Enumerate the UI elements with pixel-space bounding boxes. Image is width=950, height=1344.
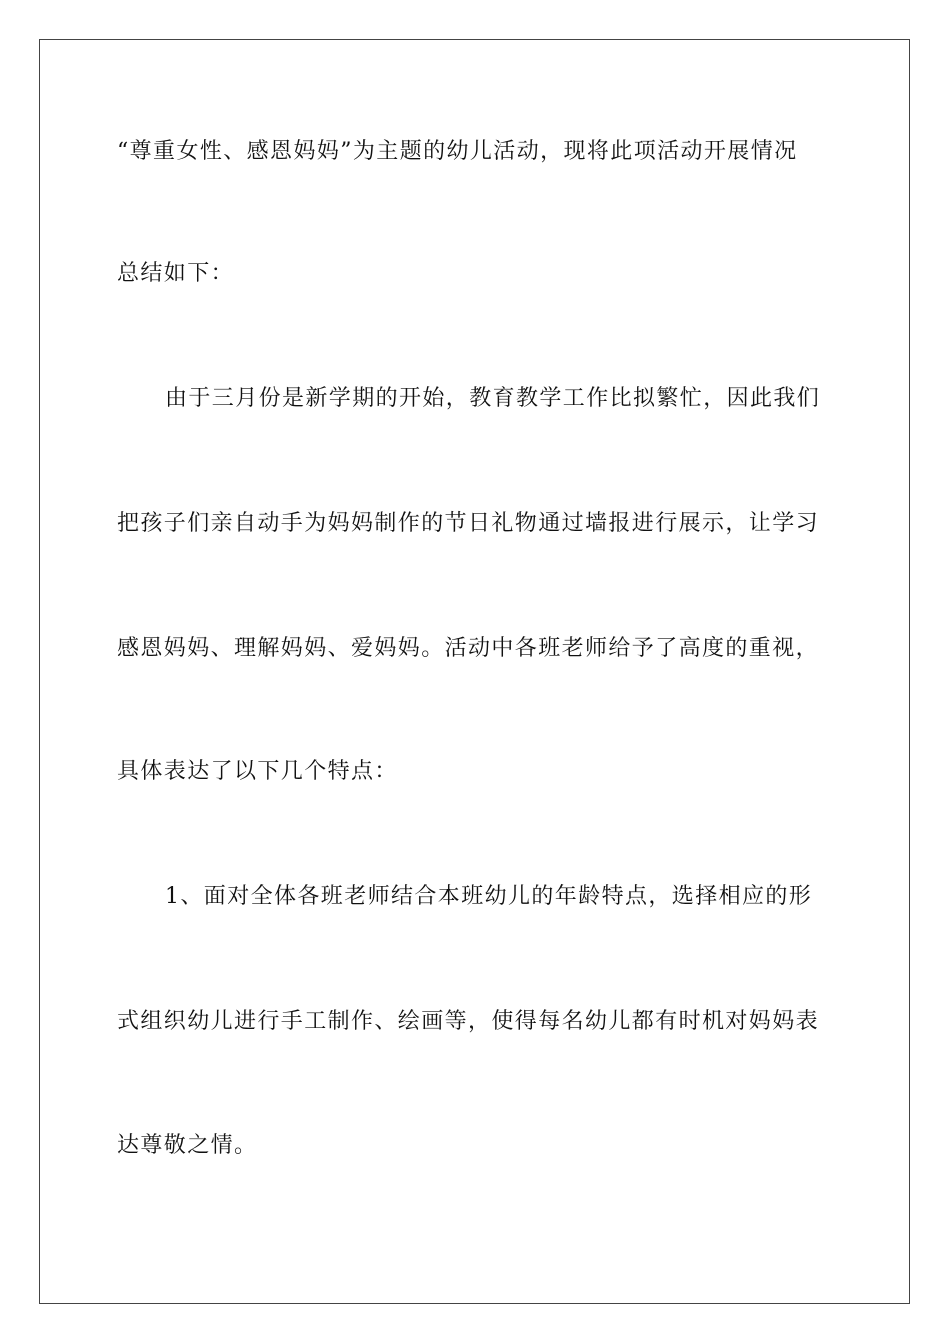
text-line-9: 达尊敬之情。 (117, 1133, 258, 1158)
text-line-7: 1、面对全体各班老师结合本班幼儿的年龄特点，选择相应的形 (165, 884, 813, 909)
text-line-1: “尊重女性、感恩妈妈”为主题的幼儿活动，现将此项活动开展情况 (117, 139, 798, 164)
text-line-5: 感恩妈妈、理解妈妈、爱妈妈。活动中各班老师给予了高度的重视， (117, 636, 820, 661)
text-line-6: 具体表达了以下几个特点： (117, 759, 398, 784)
text-line-8: 式组织幼儿进行手工制作、绘画等，使得每名幼儿都有时机对妈妈表 (117, 1009, 820, 1034)
text-line-3: 由于三月份是新学期的开始，教育教学工作比拟繁忙，因此我们 (165, 386, 821, 411)
page-border (39, 39, 910, 1304)
text-line-4: 把孩子们亲自动手为妈妈制作的节日礼物通过墙报进行展示，让学习 (117, 511, 820, 536)
text-line-2: 总结如下： (117, 261, 235, 286)
